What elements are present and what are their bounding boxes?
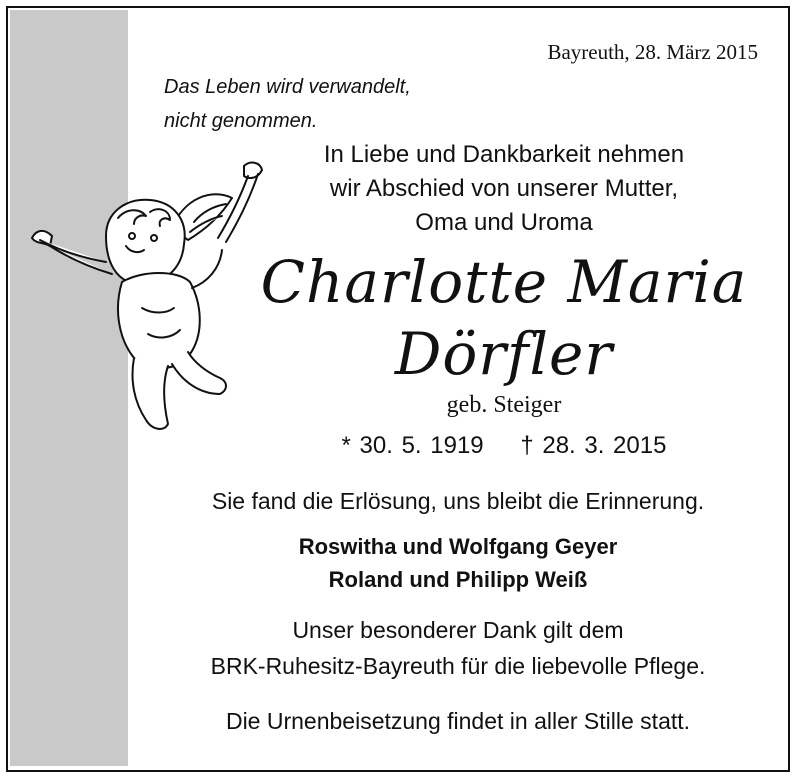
mourners [128, 530, 788, 596]
motto [164, 70, 411, 138]
place-date: Bayreuth, 28. März 2015 [547, 40, 758, 64]
mourner-line: Roswitha und Wolfgang Geyer [298, 534, 618, 559]
birth-date: * 30. 5. 1919 [341, 432, 484, 459]
death-date: † 28. 3. 2015 [520, 432, 667, 459]
deceased-surname: Dörfler [394, 320, 614, 388]
birth-name: geb. Steiger [446, 392, 562, 418]
mourner-line: Roland und Philipp Weiß [328, 567, 588, 592]
burial-note: Die Urnenbeisetzung findet in aller Stille statt. [225, 708, 691, 734]
intro-line: Oma und Uroma [415, 209, 593, 236]
intro-text [274, 138, 734, 240]
thanks-note [128, 612, 788, 684]
intro-line: In Liebe und Dankbarkeit nehmen [323, 141, 685, 168]
thanks-line: Unser besonderer Dank gilt dem [292, 617, 624, 643]
life-dates [274, 432, 734, 460]
motto-line: Das Leben wird verwandelt, [164, 76, 411, 98]
cherub-angel-icon [22, 158, 272, 448]
intro-line: wir Abschied von unserer Mutter, [329, 175, 679, 202]
motto-line: nicht genommen. [164, 110, 318, 132]
thanks-line: BRK-Ruhesitz-Bayreuth für die liebevolle Pflege. [210, 653, 706, 679]
deceased-first-names: Charlotte Maria [260, 248, 748, 316]
obituary-frame [6, 6, 790, 772]
closing-sentence: Sie fand die Erlösung, uns bleibt die Erinnerung. [211, 488, 705, 514]
